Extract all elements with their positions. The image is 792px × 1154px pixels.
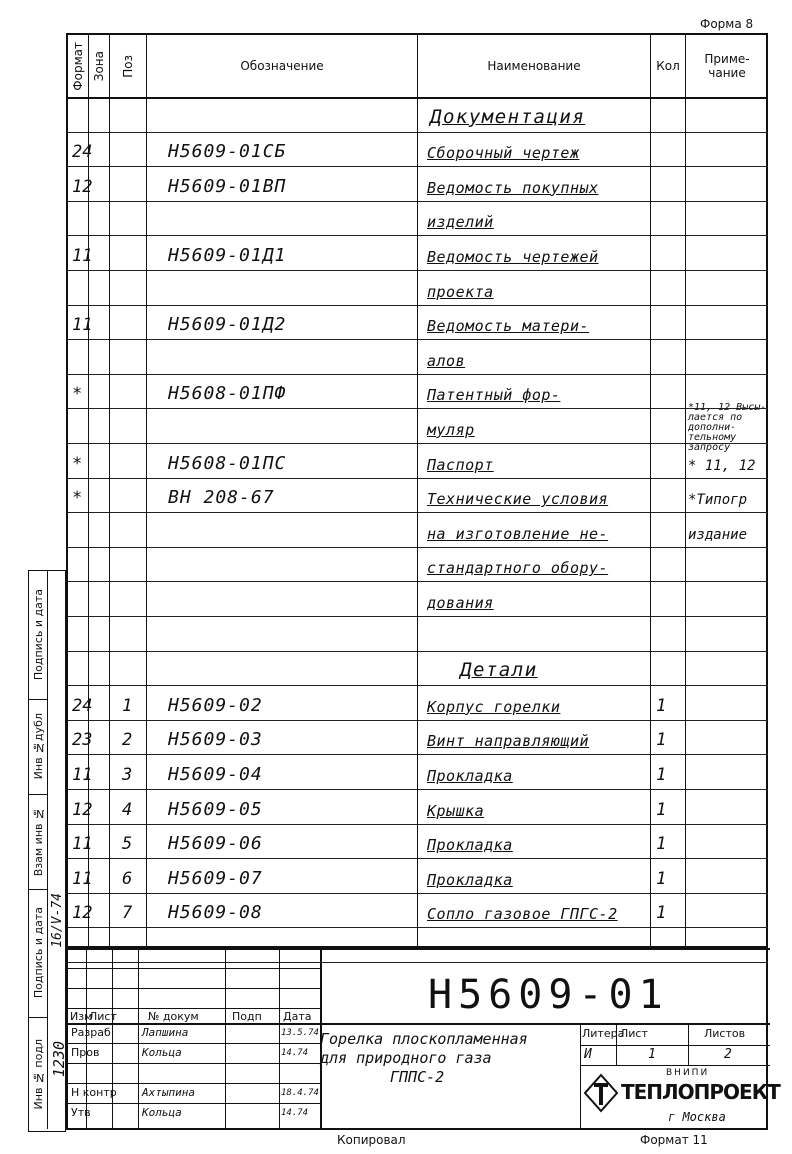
col-divider: [685, 35, 686, 946]
section-title: Детали: [460, 659, 538, 682]
cell-note: * 11, 12: [688, 457, 756, 474]
specification-table: [66, 33, 768, 948]
table-row: [68, 339, 768, 375]
tb-line: [580, 1065, 770, 1066]
table-row: [68, 235, 768, 271]
margin-strip: [28, 570, 66, 1132]
cell-name: проекта: [427, 282, 494, 301]
tb-line: [68, 1063, 320, 1064]
col-izm-label: Изм: [70, 1010, 93, 1023]
cell-note: *Типогр: [688, 492, 748, 509]
cell-name: Патентный фор-: [427, 386, 561, 405]
cell-name: Технические условия: [427, 490, 609, 509]
col-divider: [88, 35, 89, 946]
col-divider: [417, 35, 418, 946]
margin-sign-date: Подпись и дата: [29, 571, 47, 700]
cell-poz: 2: [122, 730, 133, 751]
tb-vline: [112, 948, 113, 1128]
razrab-label: Разраб: [71, 1026, 111, 1039]
col-date-label: Дата: [283, 1010, 312, 1023]
prov-name: Кольца: [142, 1046, 182, 1059]
margin-inv-value: 1230: [50, 1041, 68, 1078]
cell-name: Прокладка: [427, 870, 513, 889]
cell-designation: Н5608-01ПС: [168, 452, 287, 474]
header-format: Формат: [71, 41, 85, 91]
prov-label: Пров: [71, 1046, 100, 1059]
margin-vzam-inv: Взам инв №: [29, 794, 47, 890]
format-footer: Формат 11: [640, 1133, 708, 1147]
organization-logo-icon: [583, 1073, 619, 1113]
cell-format: 11: [72, 868, 93, 889]
title-block: [66, 948, 780, 1130]
cell-format: 24: [72, 695, 93, 716]
cell-format: 11: [72, 834, 93, 855]
cell-name: Сборочный чертеж: [427, 144, 580, 163]
cell-designation: Н5609-08: [168, 902, 263, 924]
litera-label: Литера: [582, 1027, 625, 1040]
cell-format: 12: [72, 799, 93, 820]
table-row: [68, 132, 768, 168]
cell-poz: 7: [122, 903, 133, 924]
table-row: [68, 166, 768, 202]
cell-format: 23: [72, 730, 93, 751]
organization-city: г Москва: [668, 1110, 726, 1124]
cell-format: 11: [72, 315, 93, 336]
cell-name: Винт направляющий: [427, 732, 590, 751]
cell-qty: 1: [656, 834, 667, 855]
cell-designation: Н5609-06: [168, 833, 263, 855]
utv-date: 14.74: [281, 1108, 309, 1118]
table-row: [68, 858, 768, 894]
col-doc-label: № докум: [148, 1010, 199, 1023]
prov-date: 14.74: [281, 1048, 309, 1058]
section-row: [68, 651, 768, 687]
cell-format: *: [72, 488, 83, 509]
header-poz: Поз: [121, 54, 135, 78]
cell-designation: Н5608-01ПФ: [168, 383, 287, 405]
tb-line: [68, 1043, 320, 1044]
cell-designation: Н5609-03: [168, 729, 263, 751]
product-title: Горелка плоскопламенная для природного газа ГППС-2: [320, 1030, 528, 1086]
col-list-label: Лист: [89, 1010, 117, 1023]
table-row: [68, 201, 768, 237]
table-row: [68, 408, 768, 444]
cell-poz: 5: [122, 834, 133, 855]
razrab-name: Лапшина: [142, 1026, 189, 1039]
col-divider: [650, 35, 651, 946]
tb-line: [68, 1008, 320, 1009]
n-kontr-date: 18.4.74: [281, 1088, 319, 1098]
margin-values: [47, 571, 66, 1129]
utv-name: Кольца: [142, 1106, 182, 1119]
cell-name: Ведомость матери-: [427, 317, 590, 336]
cell-designation: Н5609-01ВП: [168, 175, 287, 197]
listov-value: 2: [724, 1047, 732, 1062]
cell-designation: Н5609-01Д2: [168, 314, 287, 336]
cell-format: 11: [72, 764, 93, 785]
tb-line: [68, 988, 320, 989]
cell-qty: 1: [656, 730, 667, 751]
cell-qty: 1: [656, 764, 667, 785]
cell-name: Ведомость покупных: [427, 178, 599, 197]
listov-label: Листов: [704, 1027, 746, 1040]
list-value: 1: [648, 1047, 656, 1062]
cell-format: 11: [72, 245, 93, 266]
margin-inv-dubl: Инв №дубл: [29, 699, 47, 795]
cell-designation: Н5609-01СБ: [168, 141, 287, 163]
cell-name: изделий: [427, 213, 494, 232]
table-row: [68, 305, 768, 341]
litera-value: И: [584, 1047, 592, 1062]
n-kontr-name: Ахтыпина: [142, 1086, 195, 1099]
cell-designation: Н5609-04: [168, 763, 263, 785]
cell-designation: Н5609-01Д1: [168, 244, 287, 266]
side-note: *11, 12 Высы- лается по дополни- тельному запросу: [688, 402, 767, 453]
cell-name: муляр: [427, 420, 475, 439]
col-divider: [146, 35, 147, 946]
table-row: [68, 478, 768, 514]
document-number: Н5609-01: [428, 972, 669, 1018]
table-row: [68, 374, 768, 410]
table-row: [68, 512, 768, 548]
cell-note: издание: [688, 526, 748, 543]
cell-name: дования: [427, 593, 494, 612]
cell-format: *: [72, 384, 83, 405]
header-name: Наименование: [487, 59, 581, 73]
cell-name: Ведомость чертежей: [427, 247, 599, 266]
cell-name: алов: [427, 351, 466, 370]
cell-name: Крышка: [427, 801, 485, 820]
table-row: [68, 270, 768, 306]
header-zone: Зона: [92, 50, 106, 82]
table-row: [68, 581, 768, 617]
cell-format: *: [72, 453, 83, 474]
tb-vline: [225, 948, 226, 1128]
cell-designation: Н5609-02: [168, 694, 263, 716]
cell-name: Прокладка: [427, 766, 513, 785]
table-row: [68, 824, 768, 860]
margin-date-value: 16/V-74: [50, 893, 65, 948]
header-note: Приме- чание: [704, 52, 750, 80]
tb-line: [68, 1083, 320, 1084]
utv-label: Утв: [71, 1106, 91, 1119]
table-header: [68, 35, 768, 99]
cell-name: Паспорт: [427, 455, 494, 474]
section-title: Документация: [430, 105, 586, 128]
table-row: [68, 789, 768, 825]
list-label: Лист: [620, 1027, 648, 1040]
tb-line: [580, 1045, 770, 1046]
margin-inv-podl: Инв № подл: [31, 1038, 45, 1110]
cell-qty: 1: [656, 903, 667, 924]
cell-poz: 3: [122, 764, 133, 785]
cell-format: 12: [72, 903, 93, 924]
cell-name: Корпус горелки: [427, 697, 561, 716]
tb-line: [68, 1023, 770, 1025]
tb-vline: [279, 948, 280, 1128]
n-kontr-label: Н контр: [71, 1086, 117, 1099]
cell-designation: ВН 208-67: [168, 487, 275, 509]
tb-line: [68, 1103, 320, 1104]
tb-vline: [138, 948, 139, 1128]
section-row: [68, 97, 768, 133]
cell-qty: 1: [656, 868, 667, 889]
table-row: [68, 443, 768, 479]
form-label: Форма 8: [700, 17, 754, 31]
cell-format: 12: [72, 176, 93, 197]
tb-vline: [580, 1025, 581, 1128]
copied-label: Копировал: [337, 1133, 406, 1147]
table-row: [68, 685, 768, 721]
header-designation: Обозначение: [240, 59, 324, 73]
cell-qty: 1: [656, 799, 667, 820]
cell-name: Сопло газовое ГПГС-2: [427, 905, 618, 924]
table-row: [68, 720, 768, 756]
cell-format: 24: [72, 142, 93, 163]
tb-line: [68, 968, 320, 969]
cell-name: стандартного обору-: [427, 559, 609, 578]
margin-sign-date-2: Подпись и дата: [29, 889, 47, 1018]
cell-qty: 1: [656, 695, 667, 716]
cell-poz: 1: [122, 695, 133, 716]
org-small-label: ВНИПИ: [666, 1068, 710, 1078]
cell-poz: 4: [122, 799, 133, 820]
col-divider: [109, 35, 110, 946]
table-row: [68, 616, 768, 652]
cell-name: Прокладка: [427, 836, 513, 855]
razrab-date: 13.5.74: [281, 1028, 319, 1038]
table-row: [68, 754, 768, 790]
col-sign-label: Подп: [232, 1010, 262, 1023]
organization-name: ТЕПЛОПРОЕКТ: [621, 1080, 780, 1104]
table-row: [68, 893, 768, 929]
tb-line: [68, 948, 770, 950]
cell-poz: 6: [122, 868, 133, 889]
cell-name: на изготовление не-: [427, 524, 609, 543]
table-row: [68, 547, 768, 583]
cell-designation: Н5609-05: [168, 798, 263, 820]
header-qty: Кол: [656, 59, 680, 73]
cell-designation: Н5609-07: [168, 867, 263, 889]
